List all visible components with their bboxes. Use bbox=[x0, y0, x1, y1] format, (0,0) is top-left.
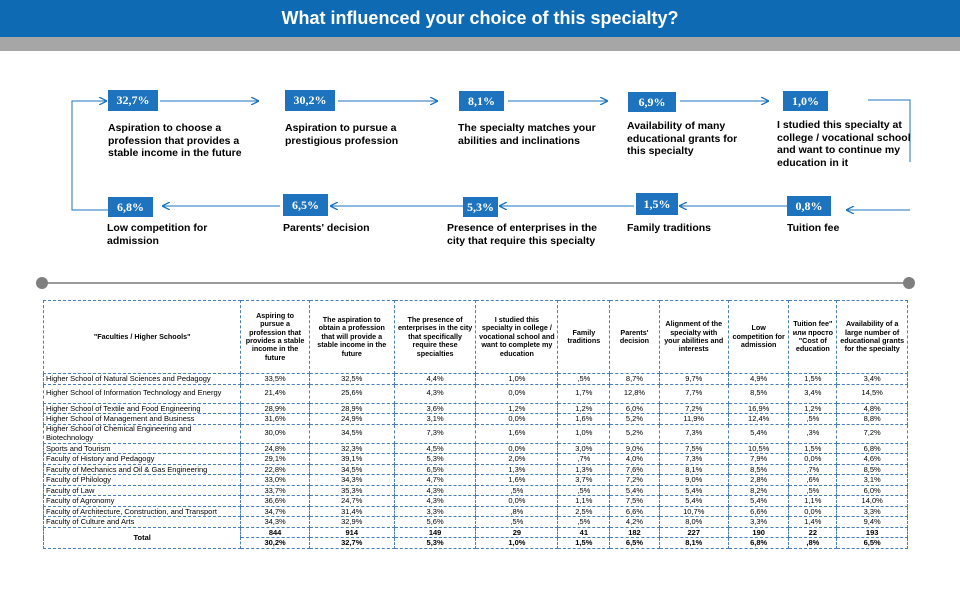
table-cell: 9,0% bbox=[659, 475, 729, 486]
faculty-name: Higher School of Textile and Food Engineering bbox=[44, 403, 241, 414]
header-col: Parents' decision bbox=[610, 301, 659, 374]
table-cell: 34,7% bbox=[241, 506, 310, 517]
table-cell: 4,2% bbox=[610, 517, 659, 528]
table-cell: 4,3% bbox=[394, 384, 476, 403]
table-cell: 1,5% bbox=[789, 374, 837, 385]
table-cell: 5,6% bbox=[394, 517, 476, 528]
table-cell: 3,0% bbox=[558, 443, 610, 454]
table-cell: 25,6% bbox=[309, 384, 394, 403]
total-counts-row bbox=[44, 527, 908, 538]
table-cell: ,8% bbox=[476, 506, 558, 517]
flow-box-enterprises: 5,3% bbox=[463, 197, 498, 217]
table-cell: ,3% bbox=[789, 424, 837, 443]
total-pct-cell: 8,1% bbox=[659, 538, 729, 549]
table-cell: 1,3% bbox=[476, 464, 558, 475]
flow-box-grants: 6,9% bbox=[628, 92, 676, 112]
table-cell: 9,0% bbox=[610, 443, 659, 454]
header-col: Family traditions bbox=[558, 301, 610, 374]
total-pct-cell: 30,2% bbox=[241, 538, 310, 549]
table-cell: ,5% bbox=[476, 485, 558, 496]
total-label: Total bbox=[44, 527, 241, 548]
table-cell: 1,6% bbox=[476, 424, 558, 443]
table-cell: 5,2% bbox=[610, 424, 659, 443]
faculty-name: Higher School of Information Technology and Energy bbox=[44, 384, 241, 403]
table-cell: 6,0% bbox=[610, 403, 659, 414]
table-cell: ,5% bbox=[558, 485, 610, 496]
table-cell: 28,9% bbox=[309, 403, 394, 414]
table-cell: 7,3% bbox=[659, 424, 729, 443]
table-cell: 3,1% bbox=[394, 414, 476, 425]
table-row bbox=[44, 475, 908, 486]
table-cell: 1,6% bbox=[558, 414, 610, 425]
header-col: The aspiration to obtain a profession that will provide a stable income in the future bbox=[309, 301, 394, 374]
table-cell: 11,9% bbox=[659, 414, 729, 425]
faculty-name: Faculty of Agronomy bbox=[44, 496, 241, 507]
table-cell: 8,1% bbox=[659, 464, 729, 475]
table-cell: ,5% bbox=[476, 517, 558, 528]
total-pct-cell: 6,5% bbox=[837, 538, 908, 549]
table-cell: 5,4% bbox=[659, 496, 729, 507]
table-cell: 3,4% bbox=[789, 384, 837, 403]
table-cell: 1,2% bbox=[558, 403, 610, 414]
table-cell: 6,8% bbox=[837, 443, 908, 454]
table-cell: 1,3% bbox=[558, 464, 610, 475]
table-cell: 5,2% bbox=[610, 414, 659, 425]
table-cell: 7,3% bbox=[659, 454, 729, 465]
table-cell: 5,4% bbox=[729, 424, 789, 443]
table-cell: 7,2% bbox=[610, 475, 659, 486]
table-cell: 0,0% bbox=[476, 443, 558, 454]
table-cell: ,7% bbox=[558, 454, 610, 465]
table-cell: 0,0% bbox=[476, 384, 558, 403]
table-cell: 24,8% bbox=[241, 443, 310, 454]
table-cell: 3,7% bbox=[558, 475, 610, 486]
table-cell: 34,5% bbox=[309, 464, 394, 475]
total-count-cell: 227 bbox=[659, 527, 729, 538]
table-cell: ,6% bbox=[789, 475, 837, 486]
table-cell: ,7% bbox=[789, 464, 837, 475]
total-count-cell: 29 bbox=[476, 527, 558, 538]
table-cell: 1,0% bbox=[476, 374, 558, 385]
table-cell: 1,2% bbox=[476, 403, 558, 414]
table-cell: 7,7% bbox=[659, 384, 729, 403]
total-pct-cell: 5,3% bbox=[394, 538, 476, 549]
table-cell: 2,8% bbox=[729, 475, 789, 486]
flow-label-parents: Parents' decision bbox=[283, 222, 370, 234]
header-col: I studied this specialty in college / vocational school and want to complete my education bbox=[476, 301, 558, 374]
page-title: What influenced your choice of this specialty? bbox=[281, 8, 679, 28]
table-cell: 33,0% bbox=[241, 475, 310, 486]
table-cell: 31,6% bbox=[241, 414, 310, 425]
table-row bbox=[44, 496, 908, 507]
table-cell: 4,8% bbox=[837, 403, 908, 414]
table-cell: 0,0% bbox=[476, 414, 558, 425]
table-cell: 3,6% bbox=[394, 403, 476, 414]
flow-box-family: 1,5% bbox=[636, 193, 678, 215]
table-cell: 0,0% bbox=[789, 506, 837, 517]
table-row bbox=[44, 374, 908, 385]
table-cell: 1,1% bbox=[789, 496, 837, 507]
table-cell: 6,5% bbox=[394, 464, 476, 475]
table-cell: 7,5% bbox=[659, 443, 729, 454]
divider-line bbox=[42, 282, 908, 284]
flow-box-low-competition: 6,8% bbox=[108, 197, 153, 217]
table-cell: 9,4% bbox=[837, 517, 908, 528]
table-cell: 35,3% bbox=[309, 485, 394, 496]
total-count-cell: 41 bbox=[558, 527, 610, 538]
table-cell: 4,9% bbox=[729, 374, 789, 385]
header-faculty: "Faculties / Higher Schools" bbox=[44, 301, 241, 374]
table-cell: 30,0% bbox=[241, 424, 310, 443]
faculty-name: Faculty of Architecture, Construction, and Transport bbox=[44, 506, 241, 517]
table-cell: 8,5% bbox=[729, 384, 789, 403]
table-cell: 7,6% bbox=[610, 464, 659, 475]
faculty-name: Faculty of History and Pedagogy bbox=[44, 454, 241, 465]
table-cell: 32,3% bbox=[309, 443, 394, 454]
table-cell: 14,0% bbox=[837, 496, 908, 507]
total-pct-cell: 6,8% bbox=[729, 538, 789, 549]
table-cell: 1,6% bbox=[476, 475, 558, 486]
table-row bbox=[44, 443, 908, 454]
table-cell: 6,0% bbox=[837, 485, 908, 496]
total-count-cell: 914 bbox=[309, 527, 394, 538]
table-cell: 33,5% bbox=[241, 374, 310, 385]
table-cell: 5,3% bbox=[394, 454, 476, 465]
flow-box-abilities: 8,1% bbox=[459, 91, 504, 111]
table-header-row bbox=[44, 301, 908, 374]
table-cell: 7,2% bbox=[659, 403, 729, 414]
flow-label-low-competition: Low competition for admission bbox=[107, 222, 208, 247]
table-cell: 8,5% bbox=[729, 464, 789, 475]
table-cell: 12,8% bbox=[610, 384, 659, 403]
flow-box-stable-income: 32,7% bbox=[108, 90, 158, 111]
flow-label-college: I studied this specialty at college / vocational school and want to continue my education in it bbox=[777, 119, 911, 169]
header-col: Low competition for admission bbox=[729, 301, 789, 374]
total-pct-cell: 32,7% bbox=[309, 538, 394, 549]
table-cell: 4,4% bbox=[394, 374, 476, 385]
table-cell: 3,4% bbox=[837, 374, 908, 385]
flow-label-tuition: Tuition fee bbox=[787, 222, 840, 234]
table-cell: 14,5% bbox=[837, 384, 908, 403]
table-cell: 12,4% bbox=[729, 414, 789, 425]
table-cell: 1,5% bbox=[789, 443, 837, 454]
table-cell: 1,1% bbox=[558, 496, 610, 507]
flow-label-family: Family traditions bbox=[627, 222, 712, 234]
table-cell: 24,7% bbox=[309, 496, 394, 507]
table-cell: 3,1% bbox=[837, 475, 908, 486]
table-row bbox=[44, 517, 908, 528]
table-cell: 28,9% bbox=[241, 403, 310, 414]
flow-label-stable-income: Aspiration to choose a profession that provides a stable income in the future bbox=[108, 122, 242, 159]
table-cell: 10,5% bbox=[729, 443, 789, 454]
table-cell: 7,5% bbox=[610, 496, 659, 507]
table-cell: 32,9% bbox=[309, 517, 394, 528]
table-cell: 8,5% bbox=[837, 464, 908, 475]
table-row bbox=[44, 414, 908, 425]
flow-box-prestigious: 30,2% bbox=[285, 90, 335, 111]
table-cell: 0,0% bbox=[789, 454, 837, 465]
header-col: The presence of enterprises in the city that specifically require these specialties bbox=[394, 301, 476, 374]
flow-box-college: 1,0% bbox=[783, 91, 828, 111]
table-cell: 24,9% bbox=[309, 414, 394, 425]
faculty-name: Faculty of Law bbox=[44, 485, 241, 496]
flow-label-prestigious: Aspiration to pursue a prestigious profession bbox=[285, 122, 399, 147]
table-cell: 34,3% bbox=[309, 475, 394, 486]
total-count-cell: 190 bbox=[729, 527, 789, 538]
total-pct-cell: 1,5% bbox=[558, 538, 610, 549]
table-cell: 8,0% bbox=[659, 517, 729, 528]
table-cell: 3,3% bbox=[729, 517, 789, 528]
table-row bbox=[44, 485, 908, 496]
table-row bbox=[44, 454, 908, 465]
faculty-name: Higher School of Chemical Engineering and Biotechnology bbox=[44, 424, 241, 443]
table-row bbox=[44, 384, 908, 403]
table-cell: 0,0% bbox=[476, 496, 558, 507]
total-count-cell: 182 bbox=[610, 527, 659, 538]
table-cell: 33,7% bbox=[241, 485, 310, 496]
table-cell: 2,5% bbox=[558, 506, 610, 517]
flow-label-grants: Availability of many educational grants for this specialty bbox=[627, 120, 738, 157]
faculty-name: Sports and Tourism bbox=[44, 443, 241, 454]
table-cell: 5,4% bbox=[729, 496, 789, 507]
table-cell: 34,5% bbox=[309, 424, 394, 443]
table-row bbox=[44, 403, 908, 414]
header-col: Alignment of the specialty with your abilities and interests bbox=[659, 301, 729, 374]
table-cell: 8,8% bbox=[837, 414, 908, 425]
table-row bbox=[44, 506, 908, 517]
faculty-name: Higher School of Management and Business bbox=[44, 414, 241, 425]
table-cell: 9,7% bbox=[659, 374, 729, 385]
table-cell: 10,7% bbox=[659, 506, 729, 517]
divider-handle-left bbox=[36, 277, 48, 289]
table-cell: 29,1% bbox=[241, 454, 310, 465]
faculty-name: Faculty of Culture and Arts bbox=[44, 517, 241, 528]
total-pct-cell: ,8% bbox=[789, 538, 837, 549]
table-cell: 36,6% bbox=[241, 496, 310, 507]
table-cell: 1,0% bbox=[558, 424, 610, 443]
table-cell: 4,7% bbox=[394, 475, 476, 486]
table-cell: 4,6% bbox=[837, 454, 908, 465]
table-cell: 4,0% bbox=[610, 454, 659, 465]
flow-box-parents: 6,5% bbox=[283, 194, 328, 216]
total-pct-cell: 6,5% bbox=[610, 538, 659, 549]
table-cell: 32,5% bbox=[309, 374, 394, 385]
table-cell: 5,4% bbox=[659, 485, 729, 496]
total-count-cell: 22 bbox=[789, 527, 837, 538]
table-cell: 4,5% bbox=[394, 443, 476, 454]
table-cell: 34,3% bbox=[241, 517, 310, 528]
faculty-name: Higher School of Natural Sciences and Pedagogy bbox=[44, 374, 241, 385]
total-count-cell: 844 bbox=[241, 527, 310, 538]
header-col: Availability of a large number of educational grants for the specialty bbox=[837, 301, 908, 374]
table-cell: 3,3% bbox=[837, 506, 908, 517]
table-cell: 1,7% bbox=[558, 384, 610, 403]
table-cell: 7,2% bbox=[837, 424, 908, 443]
table-cell: ,5% bbox=[558, 374, 610, 385]
table-cell: 8,2% bbox=[729, 485, 789, 496]
table-cell: 1,2% bbox=[789, 403, 837, 414]
table-cell: 8,7% bbox=[610, 374, 659, 385]
table-row bbox=[44, 424, 908, 443]
table-cell: 1,4% bbox=[789, 517, 837, 528]
table-cell: ,5% bbox=[789, 485, 837, 496]
table-cell: 7,9% bbox=[729, 454, 789, 465]
table-cell: 21,4% bbox=[241, 384, 310, 403]
table-cell: 3,3% bbox=[394, 506, 476, 517]
header-col: Aspiring to pursue a profession that provides a stable income in the future bbox=[241, 301, 310, 374]
faculty-table bbox=[43, 300, 908, 549]
table-cell: 5,4% bbox=[610, 485, 659, 496]
faculty-name: Faculty of Philology bbox=[44, 475, 241, 486]
divider-handle-right bbox=[903, 277, 915, 289]
table-cell: 7,3% bbox=[394, 424, 476, 443]
table-row bbox=[44, 464, 908, 475]
table-cell: 6,6% bbox=[610, 506, 659, 517]
table-cell: 6,6% bbox=[729, 506, 789, 517]
header-col: Tuition fee" или просто "Cost of education bbox=[789, 301, 837, 374]
total-count-cell: 193 bbox=[837, 527, 908, 538]
table-cell: 2,0% bbox=[476, 454, 558, 465]
table-cell: 22,8% bbox=[241, 464, 310, 475]
table-cell: 4,3% bbox=[394, 485, 476, 496]
faculty-name: Faculty of Mechanics and Oil & Gas Engineering bbox=[44, 464, 241, 475]
table-cell: 39,1% bbox=[309, 454, 394, 465]
flow-label-abilities: The specialty matches your abilities and inclinations bbox=[458, 122, 596, 147]
total-count-cell: 149 bbox=[394, 527, 476, 538]
table-cell: ,5% bbox=[789, 414, 837, 425]
table-cell: ,5% bbox=[558, 517, 610, 528]
total-pct-cell: 1,0% bbox=[476, 538, 558, 549]
flow-label-enterprises: Presence of enterprises in the city that require this specialty bbox=[447, 222, 597, 247]
table-cell: 31,4% bbox=[309, 506, 394, 517]
table-cell: 16,9% bbox=[729, 403, 789, 414]
table-cell: 4,3% bbox=[394, 496, 476, 507]
flow-box-tuition: 0,8% bbox=[787, 196, 831, 216]
